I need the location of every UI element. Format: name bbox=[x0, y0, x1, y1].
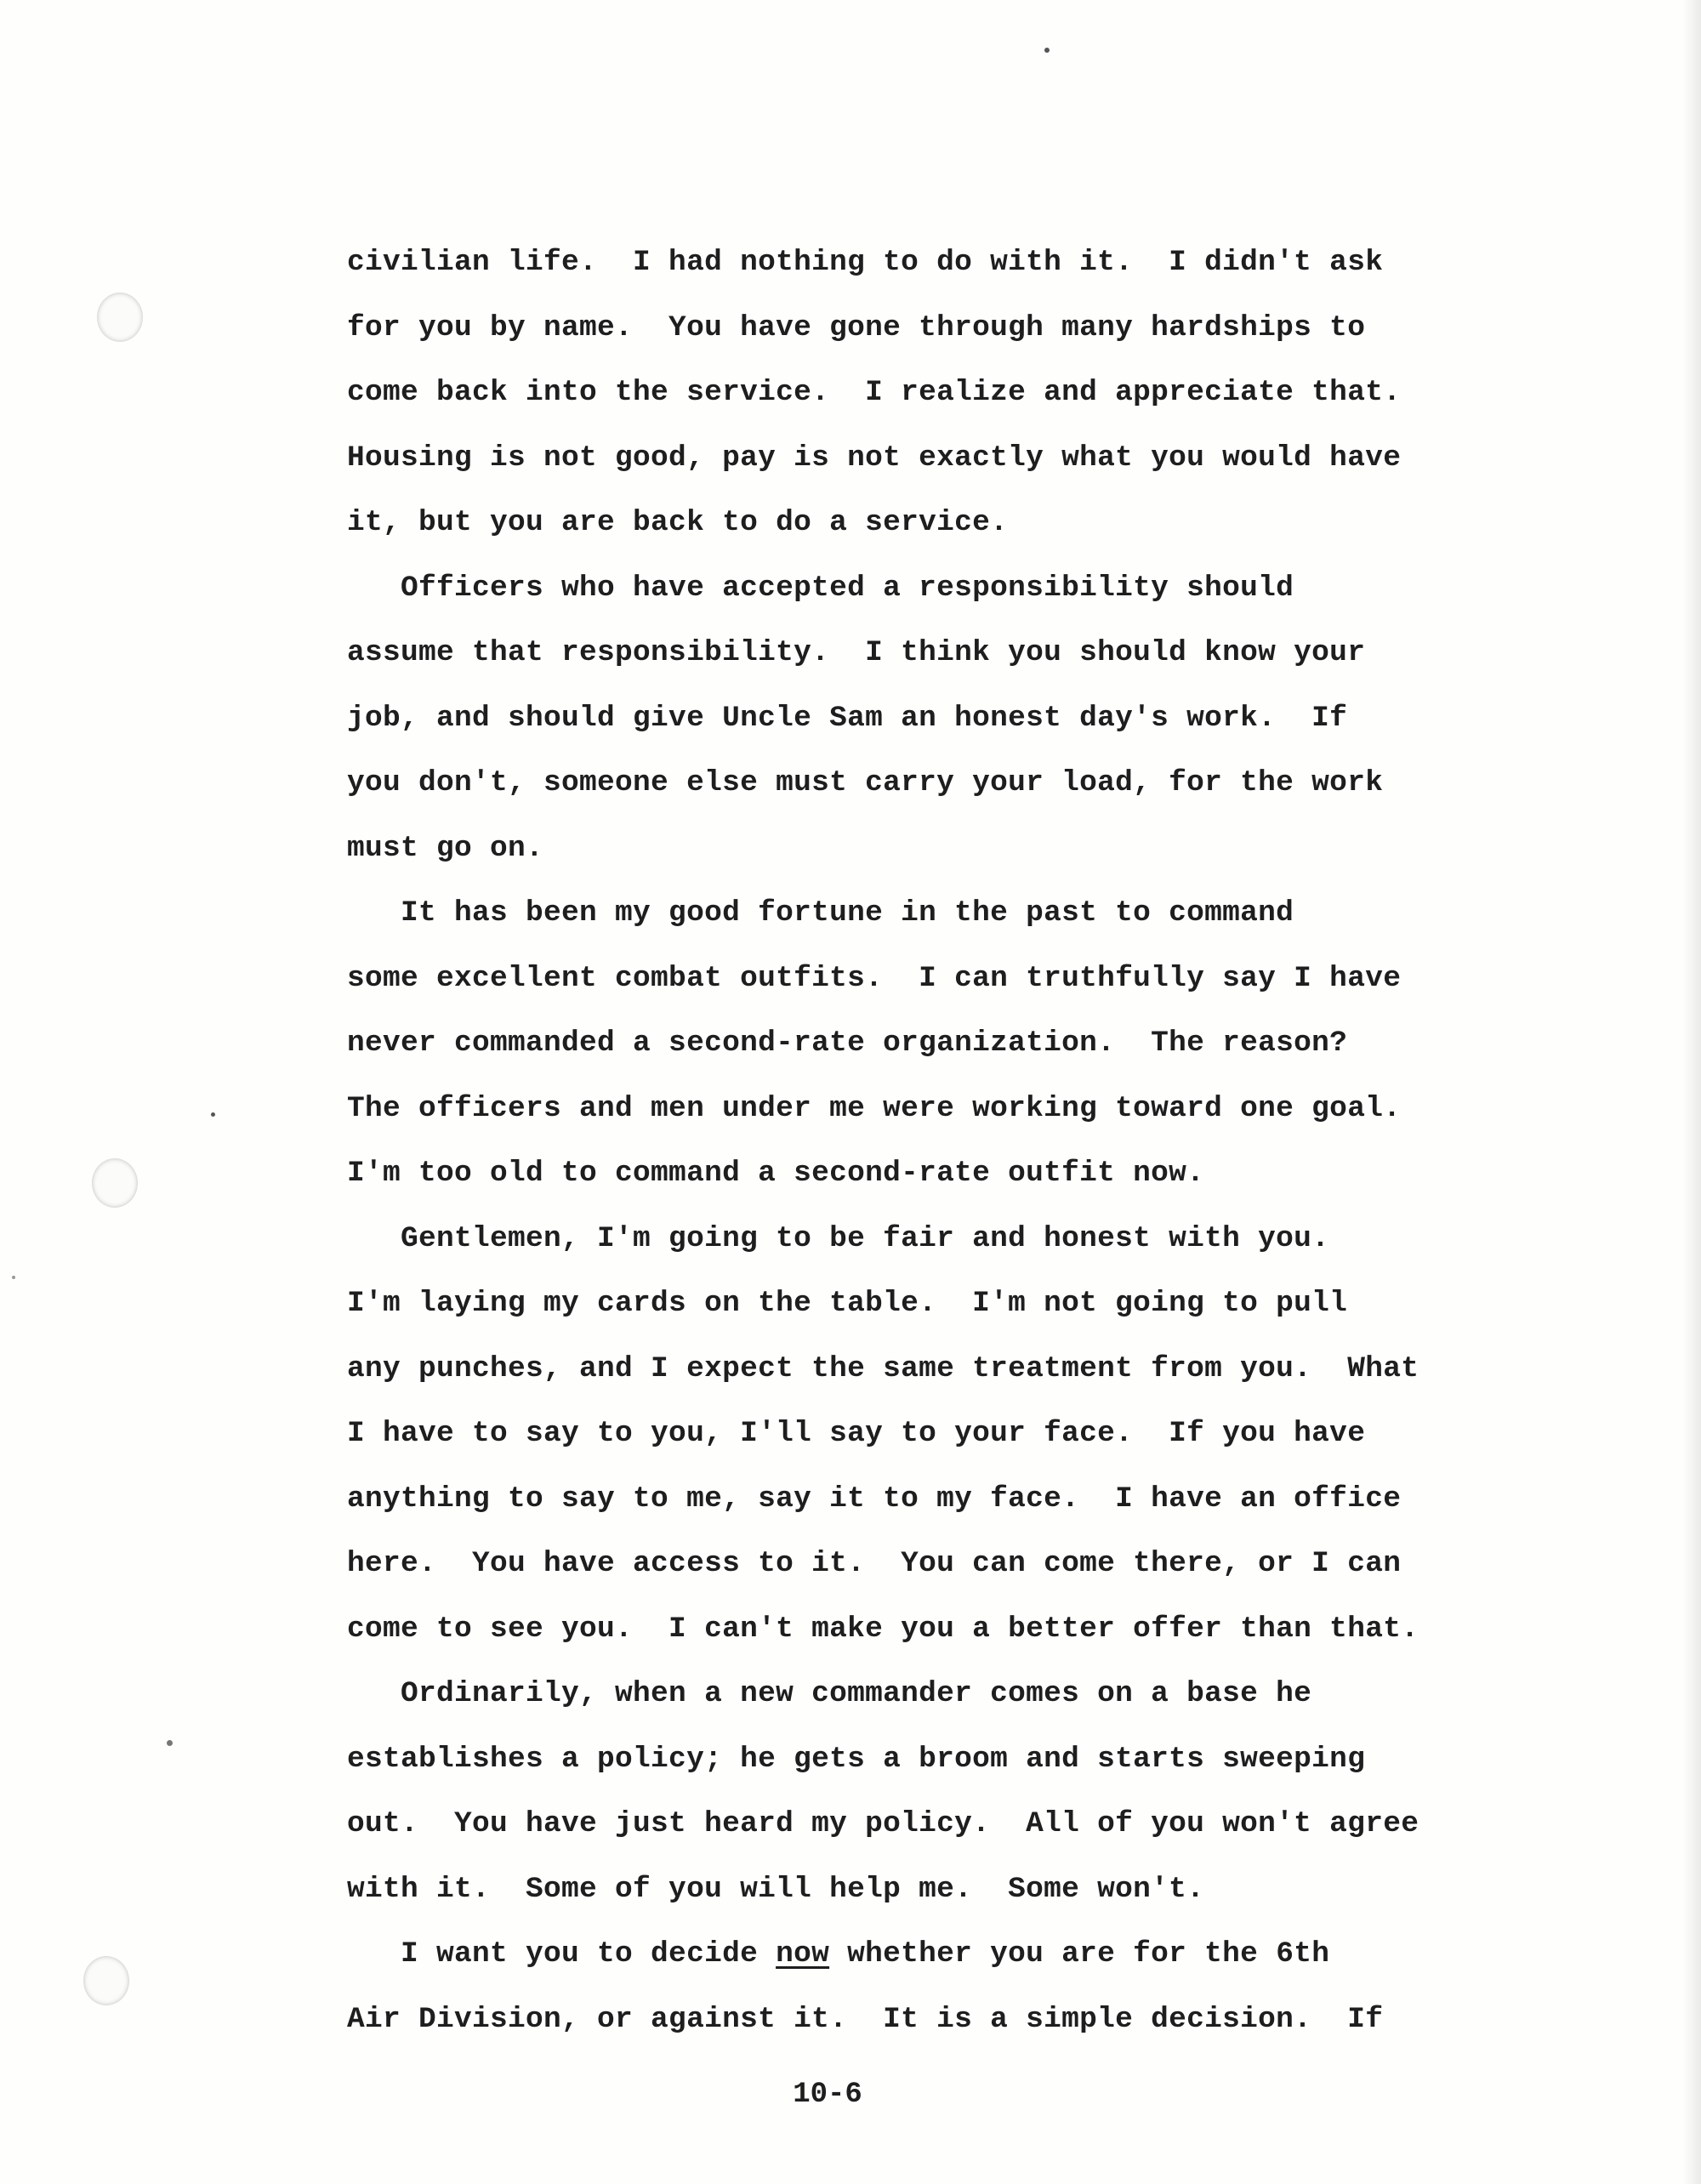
text-line: Ordinarily, when a new commander comes on a base he bbox=[347, 1677, 1312, 1710]
punch-hole-top bbox=[97, 293, 143, 342]
text-line: any punches, and I expect the same treatment from you. What bbox=[347, 1351, 1419, 1385]
page-number: 10-6 bbox=[793, 2079, 862, 2111]
text-segment: I want you to decide bbox=[347, 1937, 777, 1971]
text-line-emphasis bbox=[347, 1922, 1538, 1988]
text-line: Officers who have accepted a responsibility should bbox=[347, 571, 1294, 605]
text-line: come back into the service. I realize and appreciate that. bbox=[347, 376, 1402, 409]
text-line: you don't, someone else must carry your load, for the work bbox=[347, 766, 1384, 799]
text-line: must go on. bbox=[347, 831, 544, 865]
text-line: come to see you. I can't make you a better offer than that. bbox=[347, 1612, 1419, 1646]
text-line: establishes a policy; he gets a broom and starts sweeping bbox=[347, 1742, 1366, 1776]
text-line: Air Division, or against it. It is a simple decision. If bbox=[347, 2002, 1384, 2036]
page-edge-shadow bbox=[1682, 0, 1701, 2184]
punch-hole-middle bbox=[92, 1158, 138, 1208]
text-line: I'm laying my cards on the table. I'm not going to pull bbox=[347, 1287, 1348, 1320]
ink-speck bbox=[12, 1276, 15, 1279]
text-line: for you by name. You have gone through many hardships to bbox=[347, 310, 1366, 344]
text-line: out. You have just heard my policy. All of you won't agree bbox=[347, 1807, 1419, 1840]
ink-speck bbox=[1044, 48, 1050, 53]
text-line: anything to say to me, say it to my face. I have an office bbox=[347, 1482, 1402, 1516]
text-line: assume that responsibility. I think you should know your bbox=[347, 636, 1366, 669]
text-line: I have to say to you, I'll say to your face. If you have bbox=[347, 1417, 1366, 1450]
text-line: job, and should give Uncle Sam an honest day's work. If bbox=[347, 701, 1348, 735]
text-line: It has been my good fortune in the past to command bbox=[347, 896, 1294, 930]
text-line: Housing is not good, pay is not exactly what you would have bbox=[347, 441, 1402, 475]
text-line: I'm too old to command a second-rate outfit now. bbox=[347, 1157, 1205, 1190]
text-line: some excellent combat outfits. I can truthfully say I have bbox=[347, 961, 1402, 995]
text-line: The officers and men under me were working toward one goal. bbox=[347, 1091, 1402, 1125]
ink-speck bbox=[167, 1740, 173, 1746]
text-line: it, but you are back to do a service. bbox=[347, 506, 1009, 539]
text-line: never commanded a second-rate organization. The reason? bbox=[347, 1027, 1348, 1060]
text-line: Gentlemen, I'm going to be fair and honest with you. bbox=[347, 1221, 1330, 1255]
text-segment: whether you are for the 6th bbox=[829, 1937, 1330, 1971]
punch-hole-bottom bbox=[83, 1956, 129, 2005]
text-line: here. You have access to it. You can come there, or I can bbox=[347, 1547, 1402, 1580]
underlined-word-now: now bbox=[776, 1937, 830, 1971]
ink-speck bbox=[211, 1112, 215, 1117]
text-line: with it. Some of you will help me. Some won't. bbox=[347, 1872, 1205, 1906]
text-line: civilian life. I had nothing to do with it. I didn't ask bbox=[347, 246, 1384, 279]
typed-body-text bbox=[347, 230, 1538, 2052]
